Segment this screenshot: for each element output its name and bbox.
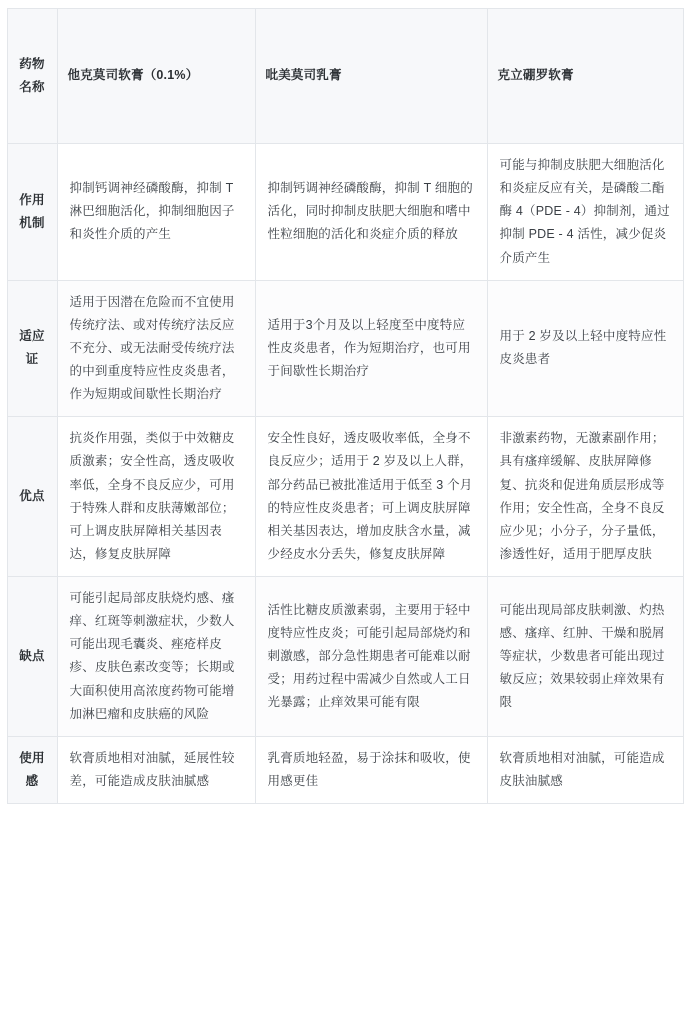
cell-advantages-tacrolimus: 抗炎作用强，类似于中效糖皮质激素；安全性高，透皮吸收率低，全身不良反应少，可用于特殊人群和皮肤薄嫩部位；可上调皮肤屏障相关基因表达，修复皮肤屏障	[57, 417, 255, 577]
drug-comparison-table	[7, 8, 684, 804]
table-row	[7, 417, 683, 577]
table-row	[7, 736, 683, 803]
row-label-mechanism: 作用机制	[7, 144, 57, 281]
cell-disadvantages-crisaborole: 可能出现局部皮肤刺激、灼热感、瘙痒、红肿、干燥和脱屑等症状，少数患者可能出现过敏反应；效果较弱止痒效果有限	[487, 577, 683, 737]
header-column-2: 吡美莫司乳膏	[255, 9, 487, 144]
cell-disadvantages-pimecrolimus: 活性比糖皮质激素弱，主要用于轻中度特应性皮炎；可能引起局部烧灼和刺激感，部分急性期患者可能难以耐受；用药过程中需减少自然或人工日光暴露；止痒效果可能有限	[255, 577, 487, 737]
cell-mechanism-tacrolimus: 抑制钙调神经磷酸酶，抑制 T 淋巴细胞活化，抑制细胞因子和炎性介质的产生	[57, 144, 255, 281]
cell-disadvantages-tacrolimus: 可能引起局部皮肤烧灼感、瘙痒、红斑等刺激症状，少数人可能出现毛囊炎、痤疮样皮疹、皮肤色素改变等；长期或大面积使用高浓度药物可能增加淋巴瘤和皮肤癌的风险	[57, 577, 255, 737]
cell-indication-pimecrolimus: 适用于3个月及以上轻度至中度特应性皮炎患者，作为短期治疗，也可用于间歇性长期治疗	[255, 280, 487, 417]
cell-mechanism-crisaborole: 可能与抑制皮肤肥大细胞活化和炎症反应有关，是磷酸二酯酶 4（PDE - 4）抑制剂，通过抑制 PDE - 4 活性，减少促炎介质产生	[487, 144, 683, 281]
header-column-1: 他克莫司软膏（0.1%）	[57, 9, 255, 144]
cell-mechanism-pimecrolimus: 抑制钙调神经磷酸酶，抑制 T 细胞的活化，同时抑制皮肤肥大细胞和嗜中性粒细胞的活化和炎症介质的释放	[255, 144, 487, 281]
table-row	[7, 577, 683, 737]
row-label-indication: 适应证	[7, 280, 57, 417]
header-row-label: 药物名称	[7, 9, 57, 144]
table-row	[7, 144, 683, 281]
table-header-row	[7, 9, 683, 144]
cell-usage-feel-pimecrolimus: 乳膏质地轻盈，易于涂抹和吸收，使用感更佳	[255, 736, 487, 803]
cell-advantages-crisaborole: 非激素药物，无激素副作用；具有瘙痒缓解、皮肤屏障修复、抗炎和促进角质层形成等作用；安全性高，全身不良反应少见；小分子，分子量低，渗透性好，适用于肥厚皮肤	[487, 417, 683, 577]
header-column-3: 克立硼罗软膏	[487, 9, 683, 144]
cell-usage-feel-crisaborole: 软膏质地相对油腻，可能造成皮肤油腻感	[487, 736, 683, 803]
row-label-usage-feel: 使用感	[7, 736, 57, 803]
cell-advantages-pimecrolimus: 安全性良好，透皮吸收率低，全身不良反应少；适用于 2 岁及以上人群，部分药品已被批准适用于低至 3 个月的特应性皮炎患者；可上调皮肤屏障相关基因表达，增加皮肤含水量，减少经皮水分丢失，修复皮肤屏障	[255, 417, 487, 577]
table-row	[7, 280, 683, 417]
cell-indication-crisaborole: 用于 2 岁及以上轻中度特应性皮炎患者	[487, 280, 683, 417]
cell-usage-feel-tacrolimus: 软膏质地相对油腻，延展性较差，可能造成皮肤油腻感	[57, 736, 255, 803]
row-label-advantages: 优点	[7, 417, 57, 577]
row-label-disadvantages: 缺点	[7, 577, 57, 737]
cell-indication-tacrolimus: 适用于因潜在危险而不宜使用传统疗法、或对传统疗法反应不充分、或无法耐受传统疗法的中到重度特应性皮炎患者，作为短期或间歇性长期治疗	[57, 280, 255, 417]
